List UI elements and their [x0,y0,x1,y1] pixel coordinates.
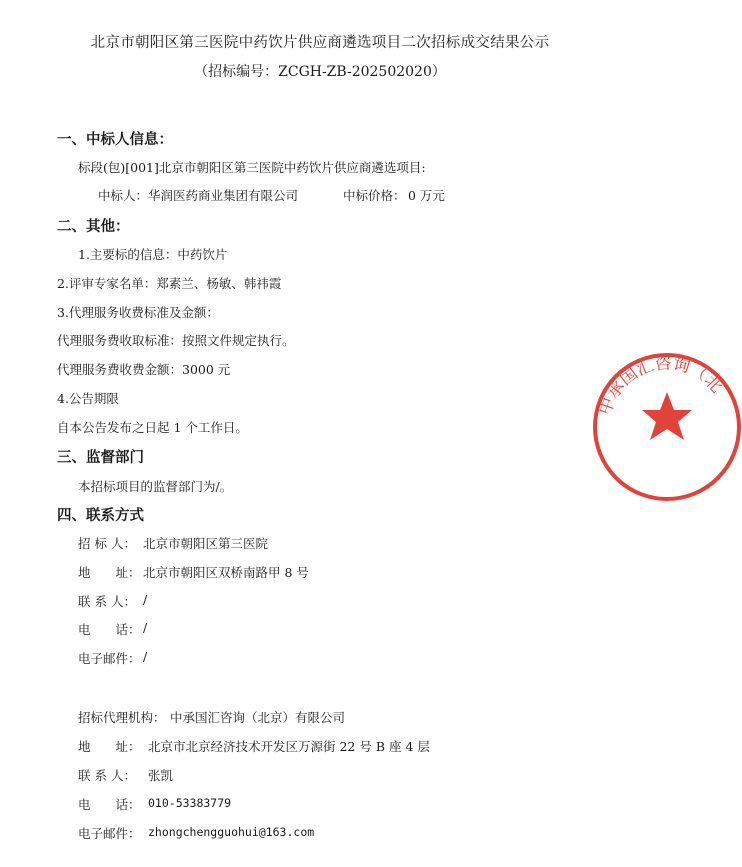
expert-list: 2.评审专家名单：郑素兰、杨敏、韩祎霞 [57,276,282,291]
price-value: 0 万元 [408,188,445,203]
agent-address-value: 北京市北京经济技术开发区万源街 22 号 B 座 4 层 [148,739,430,754]
agent-email-link[interactable]: zhongchengguohui@163.com [148,825,315,839]
main-subject-info: 1.主要标的信息：中药饮片 [78,247,228,262]
notice-period-heading: 4.公告期限 [57,391,119,406]
buyer-name-value: 北京市朝阳区第三医院 [143,536,269,551]
section-3-heading: 三、监督部门 [57,450,144,466]
notice-period-text: 自本公告发布之日起 1 个工作日。 [57,420,248,435]
agent-name-value: 中承国汇咨询（北京）有限公司 [170,710,346,725]
agent-address-label: 地 址： [78,739,141,754]
agent-name-label: 招标代理机构： [78,710,166,725]
document-title: 北京市朝阳区第三医院中药饮片供应商遴选项目二次招标成交结果公示 [90,35,550,51]
agent-contact-label: 联 系 人： [78,768,136,783]
tender-number: （招标编号：ZCGH-ZB-202502020） [194,64,446,80]
price-label: 中标价格： [343,188,406,203]
buyer-phone-value: / [143,620,148,635]
agent-phone-value: 010-53383779 [148,796,232,810]
buyer-contact-value: / [143,592,148,607]
agent-phone-label: 电 话： [78,797,141,812]
agent-email-label: 电子邮件： [78,826,141,841]
winner-value: 华润医药商业集团有限公司 [148,188,299,203]
agency-fee-amount: 代理服务费收费金额：3000 元 [57,362,231,377]
buyer-contact-label: 联 系 人： [78,594,136,609]
lot-description: 标段(包)[001]北京市朝阳区第三医院中药饮片供应商遴选项目: [78,160,426,175]
section-1-heading: 一、中标人信息： [57,132,173,148]
buyer-email-label: 电子邮件： [78,651,141,666]
winner-label: 中标人： [98,188,149,203]
official-seal [592,352,742,502]
buyer-email-value: / [143,649,148,664]
agent-contact-value: 张凯 [148,768,174,783]
agency-fee-heading: 3.代理服务收费标准及金额： [57,305,219,320]
buyer-phone-label: 电 话： [78,622,141,637]
buyer-address-label: 地 址： [78,565,141,580]
section-2-heading: 二、其他： [57,219,130,235]
buyer-name-label: 招 标 人： [78,536,136,551]
seal-text: 中承国汇咨询（北 [595,353,727,418]
seal-star-icon [642,392,692,440]
agency-fee-standard: 代理服务费收取标准：按照文件规定执行。 [57,333,295,348]
section-4-heading: 四、联系方式 [57,508,144,524]
buyer-address-value: 北京市朝阳区双桥南路甲 8 号 [143,565,309,580]
supervisor-text: 本招标项目的监督部门为/。 [78,479,233,494]
